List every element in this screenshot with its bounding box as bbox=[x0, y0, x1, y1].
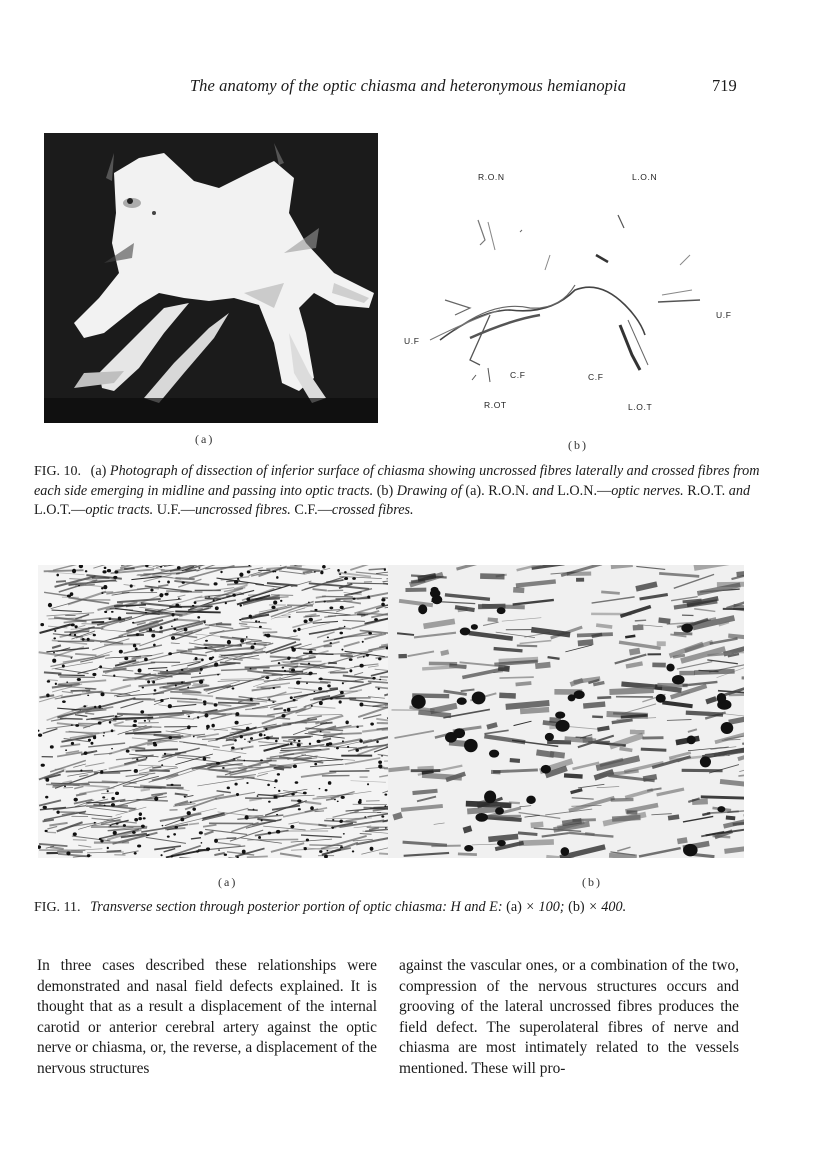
figure10-caption bbox=[34, 462, 784, 521]
figure11-micrograph-high-power bbox=[388, 565, 744, 858]
label-uncrossed-fibres-right: U.F bbox=[716, 310, 732, 320]
label-left-optic-nerve: L.O.N bbox=[632, 172, 658, 182]
chiasma-dissection-photo bbox=[44, 133, 378, 423]
caption-text: L.O.N.— bbox=[557, 482, 612, 499]
caption-text: × 400. bbox=[588, 899, 627, 915]
caption-text: Photograph of dissection of inferior surface of chiasma showing uncrossed fibres laterally and crossed fibres from each side emerging in midline and passing into optic tracts. bbox=[34, 463, 760, 499]
caption-text: (b) bbox=[568, 899, 585, 915]
body-text-left-column: In three cases described these relationships were demonstrated and nasal field defects explained. It is thought that as a result a displacement of the internal carotid or anterior cerebral artery against the optic nerve or chiasma, or, the reverse, a displacement of the nervous structures bbox=[37, 957, 377, 1077]
figure10-drawing bbox=[400, 160, 750, 420]
caption-text: optic tracts. bbox=[85, 502, 154, 518]
caption-text: (b) bbox=[376, 482, 394, 499]
chiasma-drawing bbox=[400, 160, 750, 420]
label-right-optic-nerve: R.O.N bbox=[478, 172, 505, 182]
caption-text: U.F.— bbox=[156, 502, 195, 518]
caption-text: uncrossed fibres. bbox=[194, 502, 291, 518]
label-crossed-fibres-right: C.F bbox=[588, 372, 604, 382]
caption-text: and bbox=[728, 482, 751, 499]
caption-text: L.O.T.— bbox=[34, 502, 86, 518]
label-crossed-fibres-left: C.F bbox=[510, 370, 526, 380]
figure10-panel-b-label: (b) bbox=[568, 438, 588, 452]
caption-text: Transverse section through posterior portion of optic chiasma: H and E: bbox=[90, 899, 503, 915]
page-number: 719 bbox=[712, 76, 737, 95]
label-right-optic-tract: R.OT bbox=[484, 400, 507, 410]
micrograph-b-image bbox=[388, 565, 744, 858]
caption-text: Drawing of bbox=[396, 482, 462, 499]
caption-text: and bbox=[532, 482, 554, 499]
figure11-panel-a-label: (a) bbox=[218, 875, 238, 889]
caption-text: (a). R.O.N. bbox=[465, 482, 529, 499]
caption-text: (a) bbox=[506, 899, 522, 915]
caption-text: crossed fibres. bbox=[331, 502, 414, 518]
micrograph-a-image bbox=[38, 565, 388, 858]
figure11-micrograph-low-power bbox=[38, 565, 388, 858]
figure10-photograph bbox=[44, 133, 378, 423]
caption-text: (a) bbox=[90, 463, 107, 479]
label-left-optic-tract: L.O.T bbox=[628, 402, 653, 412]
figure11-caption bbox=[34, 898, 784, 918]
label-uncrossed-fibres-left: U.F bbox=[404, 336, 420, 346]
figure10-caption-label: FIG. 10. bbox=[34, 464, 82, 479]
figure11-caption-label: FIG. 11. bbox=[34, 900, 81, 915]
figure11-panel-b-label: (b) bbox=[582, 875, 602, 889]
caption-text: R.O.T. bbox=[687, 482, 726, 499]
caption-text: × 100; bbox=[525, 899, 565, 915]
body-text-right-column: against the vascular ones, or a combination of the two, compression of the nervous structures occurs and grooving of the lateral uncrossed fibres produces the field defect. The superolateral fibres of nerve and chiasma are most intimately related to the vessels mentioned. These will pro- bbox=[399, 957, 739, 1077]
caption-text: optic nerves. bbox=[611, 482, 684, 499]
caption-text: C.F.— bbox=[294, 502, 332, 518]
running-header-title: The anatomy of the optic chiasma and heteronymous hemianopia bbox=[189, 76, 627, 95]
figure10-panel-a-label: (a) bbox=[195, 432, 215, 446]
